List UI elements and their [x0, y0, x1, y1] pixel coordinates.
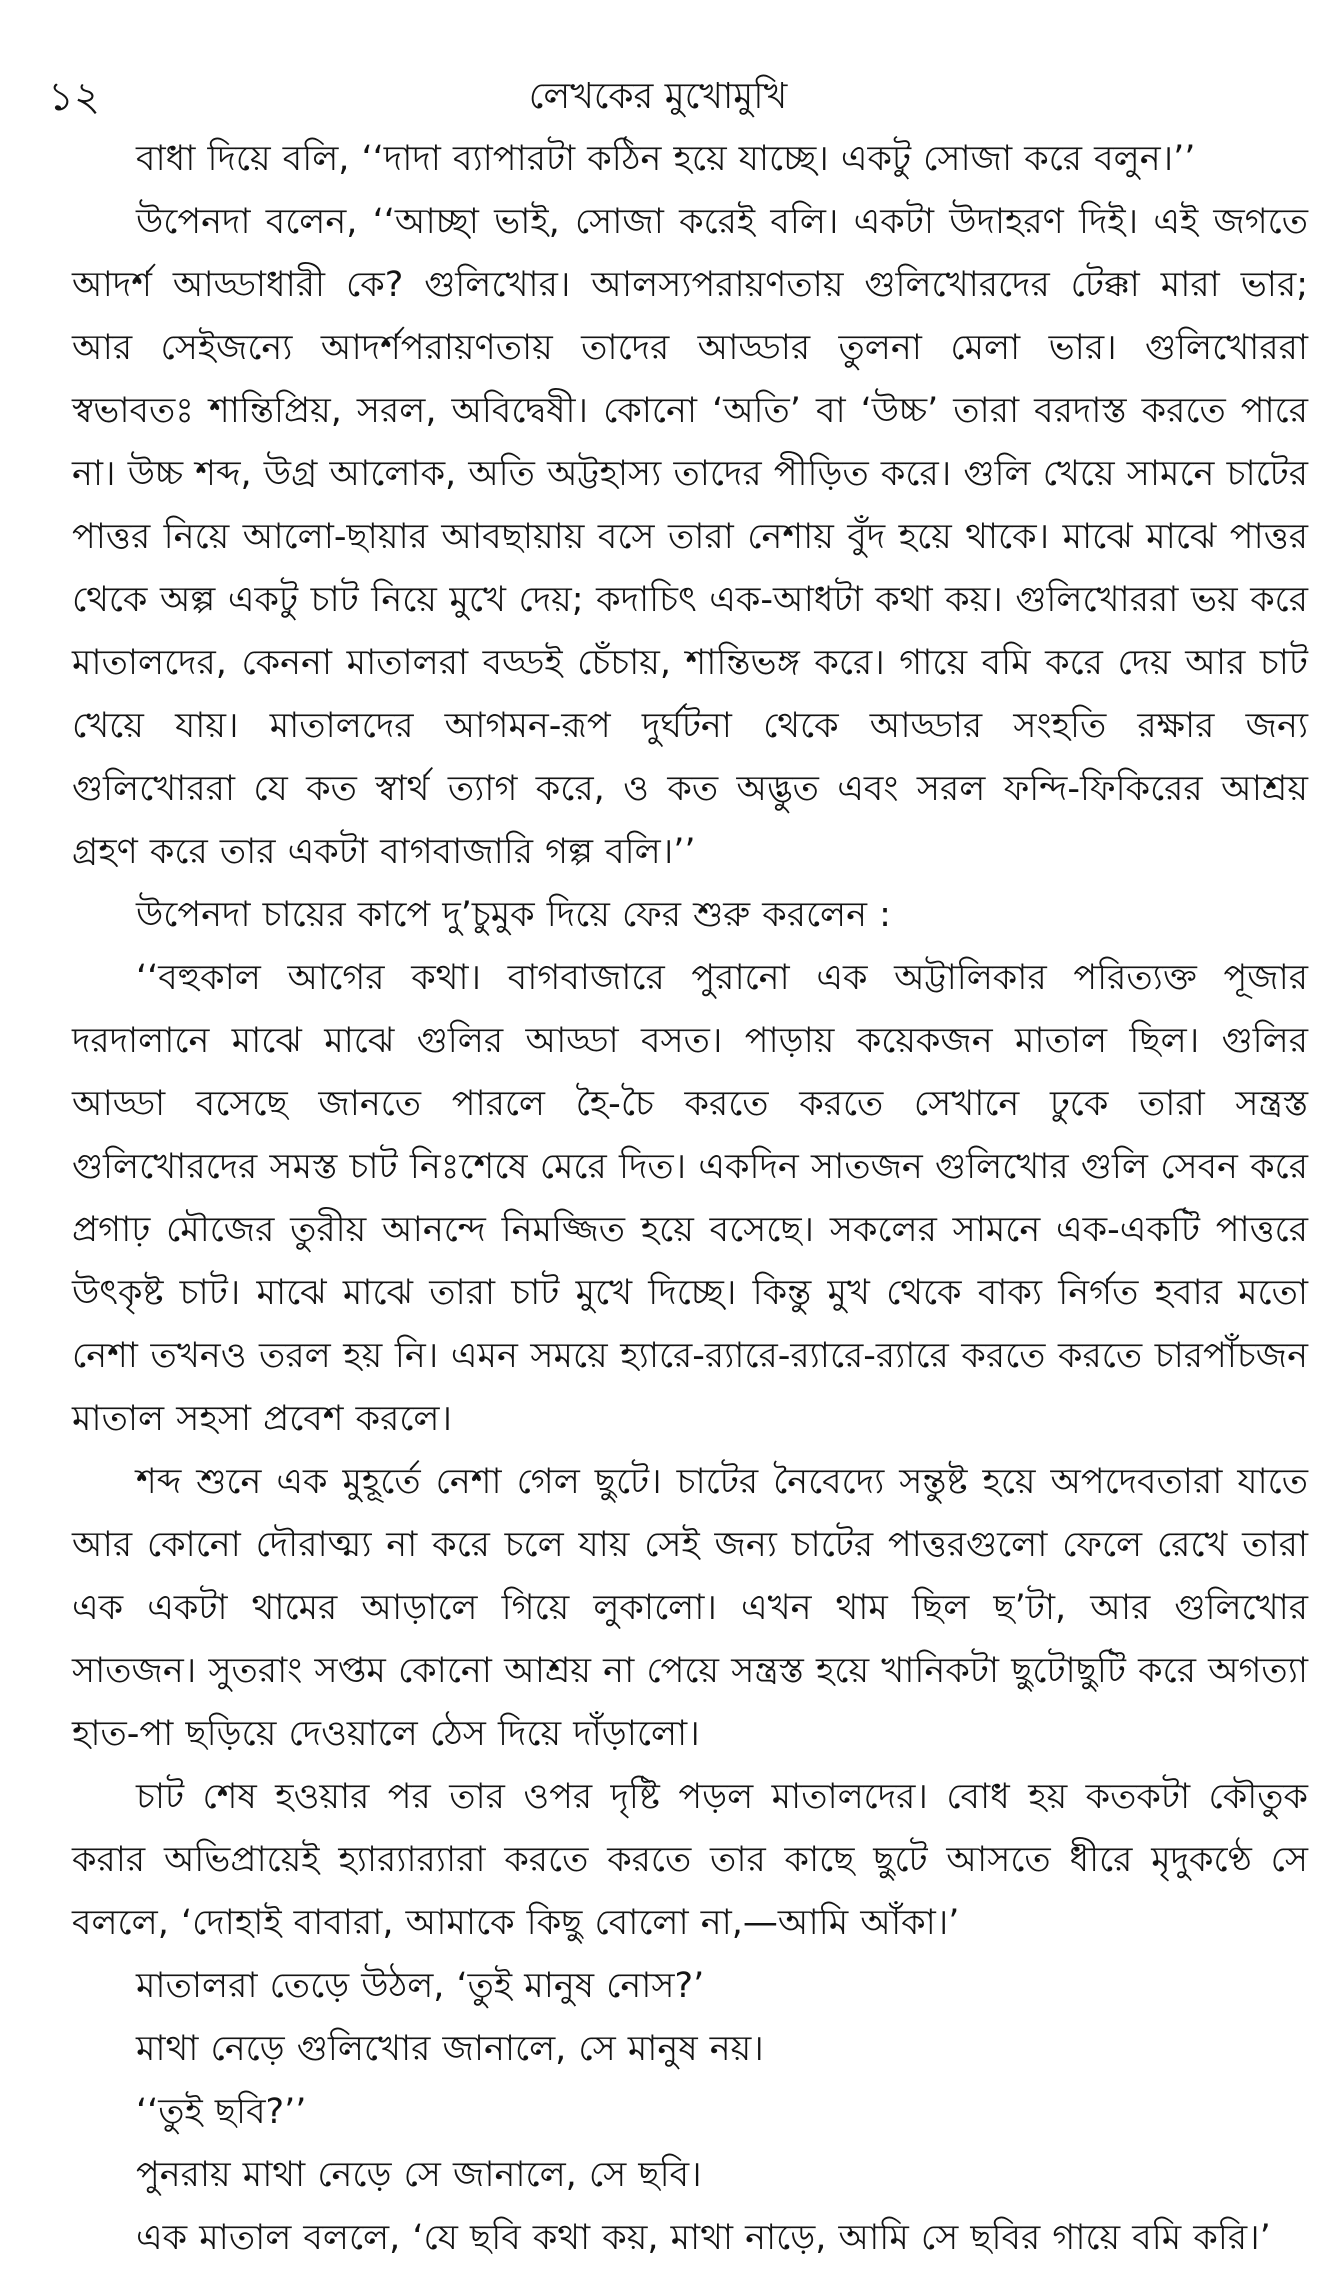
paragraph: বাধা দিয়ে বলি, ‘‘দাদা ব্যাপারটা কঠিন হয়ে যাচ্ছে। একটু সোজা করে বলুন।’’ [136, 139, 1196, 179]
page-number: ১২ [48, 74, 100, 120]
dialogue-line: মাথা নেড়ে গুলিখোর জানালে, সে মানুষ নয়। [136, 2029, 764, 2069]
paragraph: উপেনদা চায়ের কাপে দু’চুমুক দিয়ে ফের শুরু করলেন : [136, 895, 891, 935]
dialogue-line: মাতালরা তেড়ে উঠল, ‘তুই মানুষ নোস?’ [136, 1966, 705, 2006]
paragraph: ‘‘বহুকাল আগের কথা। বাগবাজারে পুরানো এক অট্টালিকার পরিত্যক্ত পূজার দরদালানে মাঝে মাঝে গুলির আড্ডা বসত। পাড়ায় কয়েকজন মাতাল ছিল। গুলির আড্ডা বসেছে জানতে পারলে হৈ-চৈ করতে করতে সেখানে ঢুকে তারা সন্ত্রস্ত গুলিখোরদের সমস্ত চাট নিঃশেষে মেরে দিত। একদিন সাতজন গুলিখোর গুলি সেবন করে প্রগাঢ় মৌজের তুরীয় আনন্দে নিমজ্জিত হয়ে বসেছে। সকলের সামনে এক-একটি পাত্তরে উৎকৃষ্ট চাট। মাঝে মাঝে তারা চাট মুখে দিচ্ছে। কিন্তু মুখ থেকে বাক্য নির্গত হবার মতো নেশা তখনও তরল হয় নি। এমন সময়ে হ্যারে-র‍্যারে-র‍্যারে-র‍্যারে করতে করতে চারপাঁচজন মাতাল সহসা প্রবেশ করলে। [72, 958, 1308, 1439]
page-header [48, 62, 1268, 132]
paragraph: এক মাতাল বললে, ‘যে ছবি কথা কয়, মাথা নাড়ে, আমি সে ছবির গায়ে বমি করি।’ [136, 2218, 1271, 2258]
paragraph: উপেনদা বলেন, ‘‘আচ্ছা ভাই, সোজা করেই বলি। একটা উদাহরণ দিই। এই জগতে আদর্শ আড্ডাধারী কে? গুলিখোর। আলস্যপরায়ণতায় গুলিখোরদের টেক্কা মারা ভার; আর সেইজন্যে আদর্শপরায়ণতায় তাদের আড্ডার তুলনা মেলা ভার। গুলিখোররা স্বভাবতঃ শান্তিপ্রিয়, সরল, অবিদ্বেষী। কোনো ‘অতি’ বা ‘উচ্চ’ তারা বরদাস্ত করতে পারে না। উচ্চ শব্দ, উগ্র আলোক, অতি অট্টহাস্য তাদের পীড়িত করে। গুলি খেয়ে সামনে চাটের পাত্তর নিয়ে আলো-ছায়ার আবছায়ায় বসে তারা নেশায় বুঁদ হয়ে থাকে। মাঝে মাঝে পাত্তর থেকে অল্প একটু চাট নিয়ে মুখে দেয়; কদাচিৎ এক-আধটা কথা কয়। গুলিখোররা ভয় করে মাতালদের, কেননা মাতালরা বড্ডই চেঁচায়, শান্তিভঙ্গ করে। গায়ে বমি করে দেয় আর চাট খেয়ে যায়। মাতালদের আগমন-রূপ দুর্ঘটনা থেকে আড্ডার সংহতি রক্ষার জন্য গুলিখোররা যে কত স্বার্থ ত্যাগ করে, ও কত অদ্ভুত এবং সরল ফন্দি-ফিকিরের আশ্রয় গ্রহণ করে তার একটা বাগবাজারি গল্প বলি।’’ [72, 202, 1308, 872]
paragraph: শব্দ শুনে এক মুহূর্তে নেশা গেল ছুটে। চাটের নৈবেদ্যে সন্তুষ্ট হয়ে অপদেবতারা যাতে আর কোনো দৌরাত্ম্য না করে চলে যায় সেই জন্য চাটের পাত্তরগুলো ফেলে রেখে তারা এক একটা থামের আড়ালে গিয়ে লুকালো। এখন থাম ছিল ছ’টা, আর গুলিখোর সাতজন। সুতরাং সপ্তম কোনো আশ্রয় না পেয়ে সন্ত্রস্ত হয়ে খানিকটা ছুটোছুটি করে অগত্যা হাত-পা ছড়িয়ে দেওয়ালে ঠেস দিয়ে দাঁড়ালো। [72, 1462, 1308, 1754]
running-title: লেখকের মুখোমুখি [528, 76, 788, 117]
dialogue-line: পুনরায় মাথা নেড়ে সে জানালে, সে ছবি। [136, 2155, 702, 2195]
paragraph: চাট শেষ হওয়ার পর তার ওপর দৃষ্টি পড়ল মাতালদের। বোধ হয় কতকটা কৌতুক করার অভিপ্রায়েই হ্যার‍্যার‍্যারা করতে করতে তার কাছে ছুটে আসতে ধীরে মৃদুকণ্ঠে সে বললে, ‘দোহাই বাবারা, আমাকে কিছু বোলো না,—আমি আঁকা।’ [72, 1777, 1308, 1943]
body-text [72, 128, 1308, 2270]
dialogue-line: ‘‘তুই ছবি?’’ [136, 2092, 307, 2132]
